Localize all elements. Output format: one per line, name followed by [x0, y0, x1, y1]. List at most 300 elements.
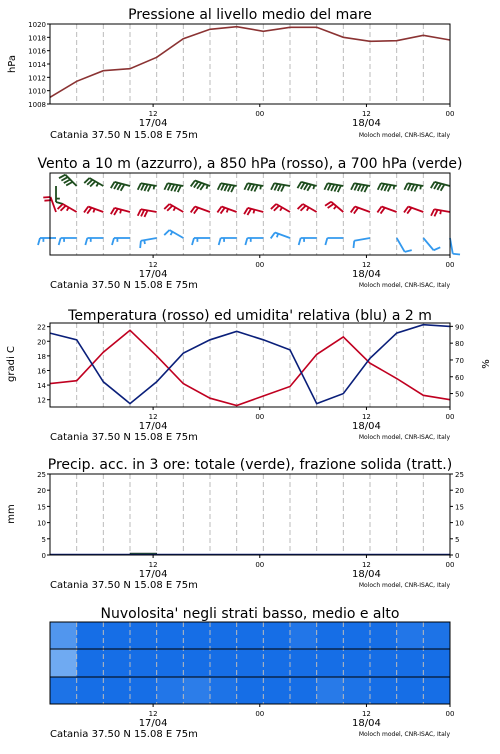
wind-barb: [431, 209, 450, 216]
cloud-cells: [50, 622, 451, 704]
humidity-yticks: [450, 323, 464, 398]
precipitation-panel: [6, 457, 464, 591]
wind-barb-flag: [43, 197, 50, 198]
precipitation-grid: [77, 474, 424, 555]
wind-barb-flag: [431, 209, 434, 216]
wind-barb-flag: [441, 184, 445, 190]
wind-barb: [244, 183, 263, 191]
wind-barb: [112, 238, 130, 245]
y-tick-label: 14: [37, 382, 46, 391]
wind-barb: [377, 207, 396, 214]
wind-barb-flag: [334, 185, 337, 192]
cloud-cell: [397, 677, 424, 704]
wind-barb: [244, 208, 263, 215]
wind-barb-flag: [224, 184, 227, 191]
x-tick-label: 00: [445, 413, 455, 421]
y-tick-label: 1010: [28, 87, 46, 96]
wind-barb-flag: [148, 185, 151, 192]
wind-barb-flag: [59, 175, 65, 179]
wind-barb: [404, 183, 423, 191]
wind-barb: [325, 238, 343, 245]
wind-barb-flag: [44, 200, 51, 201]
cloud-cell: [130, 649, 157, 676]
pressure-series: [50, 27, 450, 98]
x-tick-label: 00: [255, 561, 265, 569]
wind-barb-flag: [404, 183, 407, 190]
wind-barb-flag: [141, 184, 144, 191]
y-tick-label: 10: [455, 519, 464, 528]
wind-barb: [59, 175, 77, 186]
x-date-label: 17/04: [138, 269, 168, 280]
wind-barb: [138, 183, 157, 191]
pressure-panel: [7, 7, 454, 141]
wind-barb: [38, 238, 56, 245]
wind-barb-shaft: [397, 238, 405, 252]
cloud-cell: [343, 622, 370, 649]
wind-barb: [56, 186, 63, 204]
wind-barb-flag: [112, 238, 114, 245]
wind-barb: [84, 207, 103, 214]
cloud-cell: [183, 649, 210, 676]
x-tick-label: 00: [445, 561, 455, 569]
cloud-cell: [423, 649, 450, 676]
wind-barb-flag: [328, 204, 334, 208]
cloud-location: Catania 37.50 N 15.08 E 75m: [50, 729, 198, 740]
pressure-yticks: [28, 21, 50, 109]
wind-barb: [191, 181, 210, 190]
y-tick-label: 15: [37, 503, 46, 512]
wind-barb-flag: [114, 209, 118, 215]
wind-barb-flag: [408, 184, 411, 191]
wind-barb-flag: [251, 184, 254, 191]
precipitation-yticks: [37, 471, 50, 560]
wind-barb: [351, 207, 370, 214]
pressure-location: Catania 37.50 N 15.08 E 75m: [50, 130, 198, 141]
wind-barb-flag: [384, 184, 387, 191]
cloud-cell: [183, 622, 210, 649]
wind-barb-flag: [281, 185, 284, 192]
wind-barb-flag: [144, 184, 147, 191]
y-tick-label: 50: [455, 390, 464, 399]
x-tick-label: 12: [148, 261, 158, 269]
y-tick-label: 1016: [28, 47, 46, 56]
y-tick-label: 18: [37, 352, 46, 361]
cloud-cell: [423, 677, 450, 704]
wind-barb-flag: [353, 241, 354, 248]
wind-barb-flag: [111, 208, 115, 214]
pressure-grid: [77, 24, 424, 104]
y-tick-label: 60: [455, 373, 464, 382]
cloud-title: Nuvolosita' negli strati basso, medio e alto: [100, 606, 400, 622]
cloud-cell: [130, 622, 157, 649]
wind-barb-flag: [431, 182, 435, 188]
wind-barb-flag: [328, 184, 331, 191]
y-tick-label: 1020: [28, 21, 46, 29]
wind-barb-flag: [361, 185, 364, 192]
cloud-cell: [210, 677, 237, 704]
wind-barb: [191, 207, 210, 214]
precipitation-title: Precip. acc. in 3 ore: totale (verde), frazione solida (tratt.): [47, 457, 453, 473]
pressure-ylabel: hPa: [7, 54, 18, 74]
cloud-xticks: [139, 704, 455, 729]
precipitation-frame: [50, 474, 450, 555]
temperature-series: [50, 325, 450, 406]
cloud-cell: [370, 649, 397, 676]
wind-barb: [138, 209, 157, 217]
cloud-cell: [77, 649, 104, 676]
wind-barb-flag: [178, 186, 181, 193]
precipitation-yticks-right: [450, 471, 464, 560]
cloud-cell: [183, 677, 210, 704]
wind-barb-flag: [301, 183, 305, 189]
cloud-cell: [290, 622, 317, 649]
wind-barb-flag: [228, 185, 231, 192]
wind-barb-flag: [378, 183, 381, 190]
wind-barb-flag: [114, 183, 118, 189]
wind-barb-flag: [437, 184, 441, 190]
temperature-title: Temperatura (rosso) ed umidita' relativa (blu) a 2 m: [68, 308, 432, 324]
cloud-cell: [130, 677, 157, 704]
pressure-title: Pressione al livello medio del mare: [128, 7, 372, 23]
wind-barb: [299, 238, 317, 245]
humidity-line: [50, 325, 450, 404]
wind-barb-half-flag: [67, 207, 69, 210]
wind-barb-shaft: [331, 202, 343, 212]
wind-barb-half-flag: [96, 183, 98, 186]
x-date-label: 18/04: [352, 421, 381, 432]
wind-barb-flag: [168, 184, 171, 191]
x-tick-label: 12: [361, 710, 371, 718]
cloud-cell: [103, 622, 130, 649]
cloud-cell: [370, 622, 397, 649]
cloud-cell: [263, 622, 290, 649]
wind-barb-flag: [245, 238, 247, 245]
y-tick-label: 15: [455, 503, 464, 512]
wind-barb-flag: [171, 184, 174, 191]
pressure-credit: Moloch model, CNR-ISAC, Italy: [358, 132, 450, 139]
cloud-cell: [50, 649, 77, 676]
wind-credit: Moloch model, CNR-ISAC, Italy: [358, 282, 450, 289]
wind-barb-flag: [307, 184, 311, 190]
pressure-frame: [50, 24, 450, 104]
temperature-panel: [6, 308, 492, 443]
wind-barb-shaft: [63, 204, 77, 212]
wind-barb-flag: [388, 185, 391, 192]
wind-barb: [271, 233, 290, 239]
wind-xticks: [139, 255, 455, 280]
y-tick-label: 5: [455, 535, 460, 544]
x-tick-label: 00: [255, 710, 265, 718]
wind-barb-flag: [138, 209, 141, 216]
cloud-cell: [237, 649, 264, 676]
x-tick-label: 12: [361, 561, 371, 569]
wind-barb: [219, 238, 237, 245]
wind-barb-flag: [434, 183, 438, 189]
temperature-credit: Moloch model, CNR-ISAC, Italy: [358, 434, 450, 441]
wind-barb-flag: [247, 209, 251, 215]
cloud-cell: [317, 622, 344, 649]
wind-barb-flag: [85, 238, 87, 245]
wind-barb-flag: [411, 184, 414, 191]
wind-barb: [164, 230, 183, 238]
wind-barb-flag: [144, 210, 147, 217]
cloud-cell: [157, 677, 184, 704]
x-tick-label: 00: [445, 710, 455, 718]
wind-barb-half-flag: [307, 207, 309, 210]
y-tick-label: 16: [37, 367, 46, 376]
wind-barb: [111, 208, 130, 215]
wind-barb-flag: [453, 254, 460, 255]
wind-barb: [325, 202, 343, 212]
y-tick-label: 20: [455, 487, 464, 496]
wind-barb-flag: [64, 179, 70, 183]
cloud-cell: [157, 622, 184, 649]
y-tick-label: 90: [455, 323, 464, 332]
wind-barb-flag: [141, 210, 144, 217]
wind-barb-flag: [354, 184, 357, 191]
wind-barb-flag: [59, 238, 61, 245]
wind-barb-flag: [324, 183, 327, 190]
precipitation-location: Catania 37.50 N 15.08 E 75m: [50, 580, 198, 591]
wind-barb-half-flag: [93, 209, 94, 213]
wind-barb: [164, 183, 183, 192]
x-date-label: 17/04: [138, 118, 168, 129]
wind-barb-half-flag: [313, 185, 314, 189]
wind-barb-flag: [271, 183, 274, 190]
cloud-cell: [317, 649, 344, 676]
cloud-cell: [210, 649, 237, 676]
wind-barb-flag: [117, 184, 121, 190]
y-tick-label: 20: [37, 338, 46, 347]
y-tick-label: 0: [455, 552, 460, 560]
y-tick-label: 10: [37, 519, 46, 528]
cloud-panel: [50, 606, 454, 740]
x-tick-label: 00: [445, 261, 455, 269]
wind-barb-flag: [244, 183, 247, 190]
wind-panel: [37, 156, 462, 291]
y-tick-label: 1012: [28, 74, 46, 83]
x-date-label: 18/04: [352, 718, 381, 729]
x-tick-label: 12: [148, 413, 158, 421]
y-tick-label: 0: [41, 552, 46, 560]
wind-barb-flag: [164, 230, 169, 235]
x-date-label: 18/04: [352, 269, 381, 280]
temperature-xticks: [139, 407, 455, 432]
cloud-cell: [210, 622, 237, 649]
cloud-cell: [343, 649, 370, 676]
wind-barb: [397, 238, 412, 252]
wind-barb: [450, 238, 460, 255]
wind-barb: [378, 183, 397, 191]
y-tick-label: 1014: [28, 61, 46, 69]
wind-barb-shaft: [354, 238, 370, 241]
cloud-cell: [263, 677, 290, 704]
wind-barb-flag: [164, 183, 167, 190]
wind-barb-flag: [231, 186, 234, 193]
cloud-cell: [290, 649, 317, 676]
temperature-location: Catania 37.50 N 15.08 E 75m: [50, 432, 198, 443]
x-tick-label: 12: [148, 561, 158, 569]
wind-barb: [217, 207, 236, 214]
wind-location: Catania 37.50 N 15.08 E 75m: [50, 280, 198, 291]
x-tick-label: 00: [255, 413, 265, 421]
x-tick-label: 12: [148, 710, 158, 718]
wind-barb-flag: [138, 183, 141, 190]
cloud-cell: [157, 649, 184, 676]
wind-barb-flag: [331, 184, 334, 191]
wind-barb-half-flag: [206, 185, 207, 189]
cloud-cell: [50, 622, 77, 649]
wind-barb: [353, 238, 370, 248]
cloud-cell: [370, 677, 397, 704]
wind-barb-half-flag: [253, 210, 254, 214]
pressure-line: [50, 27, 450, 98]
wind-barb: [58, 204, 77, 212]
wind-barb: [245, 238, 263, 245]
y-tick-label: 20: [37, 487, 46, 496]
wind-barb: [298, 204, 317, 212]
wind-barb-half-flag: [334, 206, 336, 209]
cloud-cell: [103, 677, 130, 704]
x-date-label: 17/04: [138, 421, 168, 432]
temperature-ylabel: gradi C: [6, 346, 17, 382]
wind-barb-flag: [221, 184, 224, 191]
x-tick-label: 12: [148, 110, 158, 118]
wind-barb-flag: [325, 238, 327, 245]
wind-barb-half-flag: [440, 210, 441, 214]
precipitation-credit: Moloch model, CNR-ISAC, Italy: [358, 582, 450, 589]
wind-barb-flag: [364, 186, 367, 193]
wind-barb-half-flag: [154, 186, 155, 190]
wind-barb: [351, 183, 370, 192]
cloud-cell: [397, 649, 424, 676]
wind-barb-flag: [274, 184, 277, 191]
wind-barb: [84, 178, 103, 186]
precipitation-ylabel: mm: [6, 504, 17, 524]
wind-barb: [271, 183, 290, 191]
cloud-cell: [290, 677, 317, 704]
cloud-cell: [50, 677, 77, 704]
wind-barb-shaft: [169, 204, 183, 212]
wind-barb: [423, 238, 440, 250]
pressure-xticks: [139, 104, 455, 129]
wind-barb-flag: [111, 182, 115, 188]
cloud-cell: [263, 649, 290, 676]
wind-barb-flag: [434, 210, 437, 217]
cloud-cell: [237, 622, 264, 649]
cloud-cell: [103, 649, 130, 676]
wind-barb-flag: [174, 185, 177, 192]
cloud-cell: [77, 622, 104, 649]
wind-barb-flag: [299, 238, 301, 245]
wind-barb: [164, 204, 183, 212]
precipitation-xticks: [139, 555, 455, 580]
wind-barb-flag: [218, 183, 221, 190]
y-tick-label: 1018: [28, 34, 46, 43]
wind-barb-flag: [66, 182, 72, 186]
wind-barb-half-flag: [144, 240, 145, 244]
wind-barb-flag: [304, 184, 308, 190]
x-tick-label: 12: [361, 261, 371, 269]
wind-barb-shaft: [141, 238, 157, 241]
humidity-ylabel: %: [481, 359, 492, 369]
x-date-label: 18/04: [352, 118, 381, 129]
cloud-cell: [317, 677, 344, 704]
x-tick-label: 00: [445, 110, 455, 118]
wind-barb: [85, 238, 103, 245]
wind-barb: [192, 238, 210, 245]
temperature-line: [50, 330, 450, 405]
cloud-cell: [237, 677, 264, 704]
wind-barb-half-flag: [394, 186, 395, 190]
wind-barb-flag: [219, 238, 221, 245]
wind-barb-flag: [297, 182, 301, 188]
wind-barb-flag: [434, 247, 441, 250]
wind-barb-flag: [351, 183, 354, 190]
wind-barb-flag: [244, 208, 248, 214]
x-date-label: 17/04: [138, 718, 168, 729]
wind-barb-shaft: [303, 204, 317, 212]
wind-barb-flag: [248, 184, 251, 191]
y-tick-label: 12: [37, 396, 46, 405]
wind-barb: [324, 183, 343, 192]
wind-barb-half-flag: [277, 234, 278, 238]
wind-barb-flag: [271, 233, 275, 239]
wind-barb-half-flag: [227, 209, 228, 213]
y-tick-label: 25: [37, 471, 46, 479]
wind-barb-flag: [325, 202, 331, 206]
x-date-label: 17/04: [138, 569, 168, 580]
wind-barb-flag: [358, 184, 361, 191]
x-tick-label: 12: [361, 110, 371, 118]
wind-barb: [218, 183, 237, 192]
wind-barb: [59, 238, 77, 245]
x-tick-label: 00: [255, 110, 265, 118]
wind-barb-half-flag: [260, 186, 261, 190]
wind-title: Vento a 10 m (azzurro), a 850 hPa (rosso), a 700 hPa (verde): [37, 156, 463, 172]
y-tick-label: 25: [455, 471, 464, 479]
wind-barb-flag: [405, 250, 412, 252]
y-tick-label: 1008: [28, 101, 46, 109]
wind-barb-half-flag: [280, 207, 282, 210]
wind-barb-flag: [61, 177, 67, 181]
wind-barb-flag: [121, 184, 125, 190]
wind-barb: [431, 182, 450, 191]
wind-barb: [297, 182, 316, 191]
cloud-cell: [343, 677, 370, 704]
cloud-cell: [397, 622, 424, 649]
wind-barb-half-flag: [173, 207, 175, 210]
wind-barb-flag: [338, 186, 341, 193]
x-tick-label: 00: [255, 261, 265, 269]
wind-barb-flag: [254, 185, 257, 192]
y-tick-label: 70: [455, 356, 464, 365]
wind-barb: [111, 182, 130, 191]
wind-barb: [404, 207, 423, 214]
wind-barb-shaft: [276, 204, 290, 212]
cloud-cell: [77, 677, 104, 704]
wind-barb-shaft: [423, 238, 433, 250]
wind-barb-half-flag: [170, 232, 172, 235]
wind-barb-flag: [278, 184, 281, 191]
wind-barb-flag: [414, 185, 417, 192]
wind-barb: [140, 238, 157, 248]
wind-barb-flag: [192, 238, 194, 245]
y-tick-label: 22: [37, 323, 46, 332]
wind-barb-half-flag: [120, 210, 121, 214]
wind-barb-flag: [140, 241, 141, 248]
y-tick-label: 5: [41, 535, 46, 544]
